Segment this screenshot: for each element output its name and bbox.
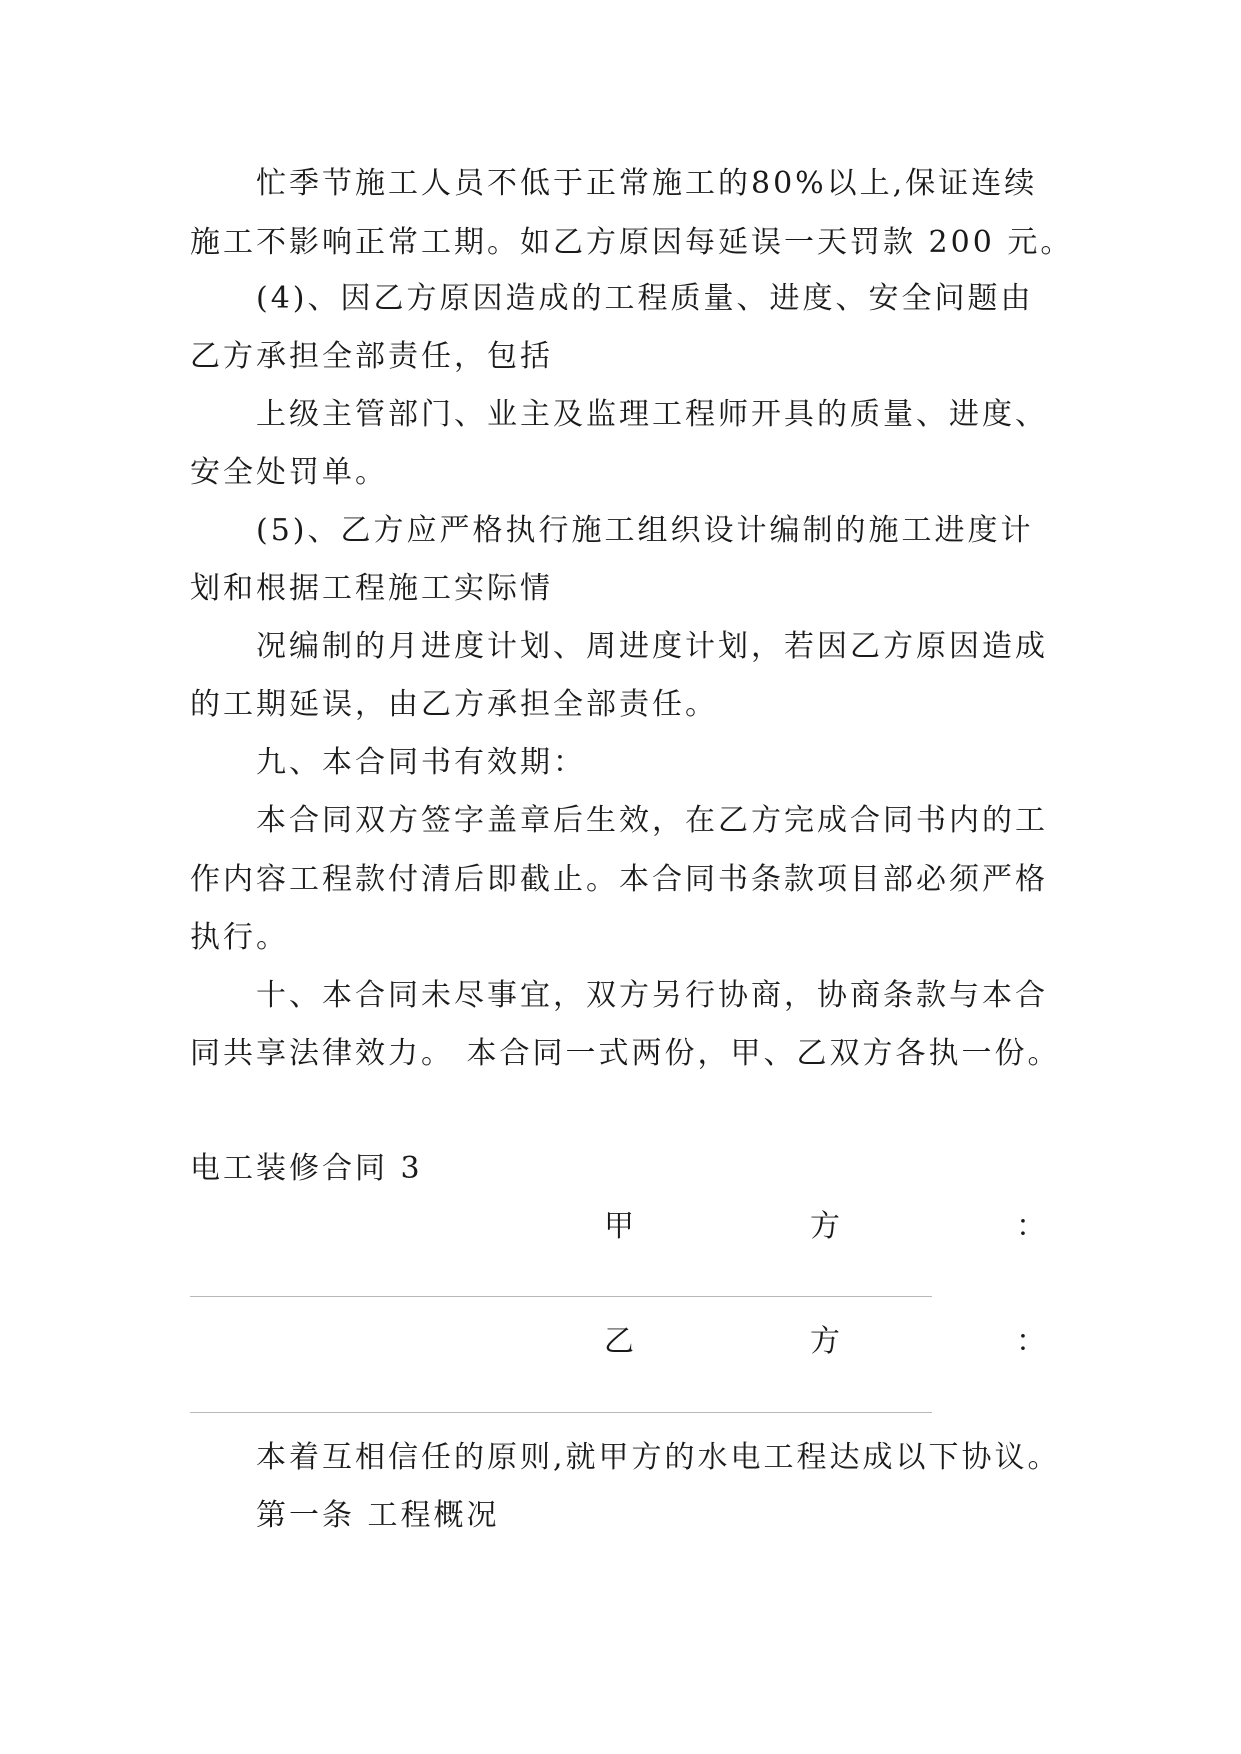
party-b-label: 乙 (604, 1324, 634, 1359)
article-heading: 第一条 工程概况 (256, 1498, 500, 1533)
paragraph-line: 同共享法律效力。 本合同一式两份，甲、乙双方各执一份。 (190, 1036, 1061, 1071)
paragraph-line: 作内容工程款付清后即截止。本合同书条款项目部必须严格 (190, 862, 1048, 897)
clause-heading: 九、本合同书有效期： (256, 745, 586, 780)
intro-text: 本着互相信任的原则,就甲方的水电工程达成以下协议。 (256, 1440, 1061, 1475)
paragraph-line: 划和根据工程施工实际情 (190, 571, 553, 606)
paragraph-line: 的工期延误，由乙方承担全部责任。 (190, 687, 718, 722)
paragraph-line: (4)、因乙方原因造成的工程质量、进度、安全问题由 (256, 281, 1034, 316)
party-a-label-2: 方 (810, 1209, 840, 1244)
party-b-label-2: 方 (810, 1324, 840, 1359)
paragraph-line: 上级主管部门、业主及监理工程师开具的质量、进度、 (256, 397, 1048, 432)
party-a-signature-line (190, 1296, 932, 1297)
party-b-colon: ： (1016, 1324, 1046, 1359)
paragraph-line: 施工不影响正常工期。如乙方原因每延误一天罚款 200 元。 (190, 225, 1074, 260)
paragraph-line: 况编制的月进度计划、周进度计划，若因乙方原因造成 (256, 629, 1048, 664)
paragraph-line: 十、本合同未尽事宜，双方另行协商，协商条款与本合 (256, 978, 1048, 1013)
paragraph-line: 安全处罚单。 (190, 455, 388, 490)
party-b-signature-line (190, 1412, 932, 1413)
party-a-colon: ： (1016, 1209, 1046, 1244)
paragraph-line: (5)、乙方应严格执行施工组织设计编制的施工进度计 (256, 513, 1034, 548)
party-a-label: 甲 (604, 1209, 634, 1244)
paragraph-line: 乙方承担全部责任，包括 (190, 339, 553, 374)
paragraph-line: 本合同双方签字盖章后生效，在乙方完成合同书内的工 (256, 803, 1048, 838)
section-title: 电工装修合同 3 (190, 1151, 423, 1186)
paragraph-line: 执行。 (190, 920, 289, 955)
paragraph-line: 忙季节施工人员不低于正常施工的80%以上,保证连续 (256, 166, 1038, 201)
